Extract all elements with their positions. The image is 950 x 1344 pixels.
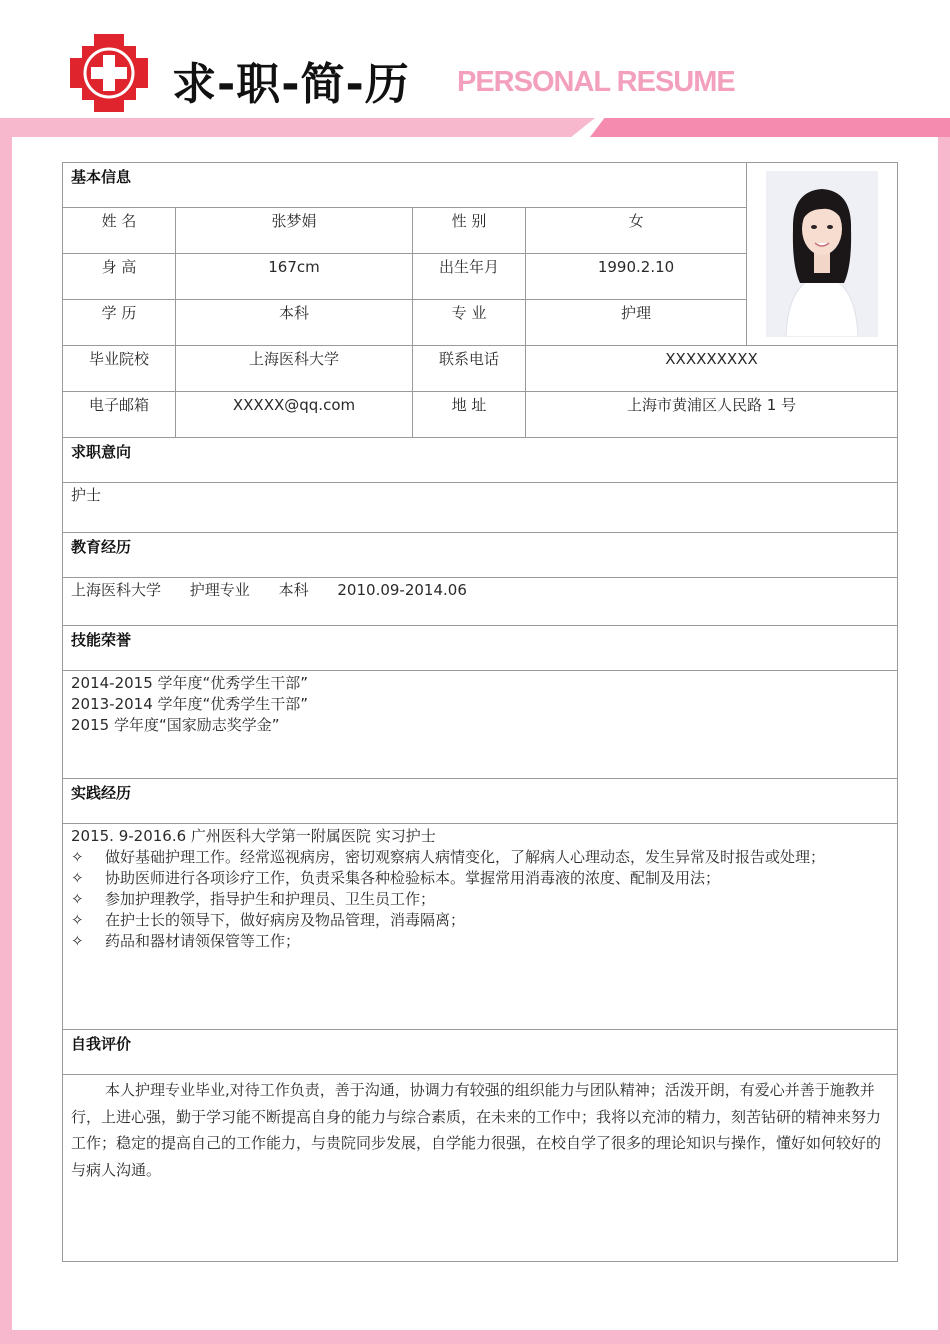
- address-value: 上海市黄浦区人民路 1 号: [526, 392, 898, 438]
- profile-photo: [766, 171, 878, 337]
- sparkle-bullet-icon: ✧: [71, 869, 84, 887]
- pink-band-right: [590, 118, 950, 137]
- education-degree: 本科: [278, 581, 309, 599]
- name-label: 姓 名: [63, 208, 176, 254]
- practice-item: [71, 847, 889, 868]
- height-value: 167cm: [176, 254, 413, 300]
- practice-item: [71, 868, 889, 889]
- pink-border-bottom: [0, 1330, 950, 1344]
- resume-table: [62, 162, 898, 1262]
- birth-label: 出生年月: [413, 254, 526, 300]
- sparkle-bullet-icon: ✧: [71, 911, 84, 929]
- red-cross-icon: [70, 34, 148, 112]
- practice-list: [63, 824, 898, 1030]
- section-title-basic: 基本信息: [63, 163, 747, 208]
- practice-item-text: 做好基础护理工作。经常巡视病房，密切观察病人病情变化，了解病人心理动态，发生异常及时报告或处理；: [105, 848, 826, 866]
- practice-item-text: 药品和器材请领保管等工作；: [105, 932, 301, 950]
- pink-border-right: [938, 137, 950, 1344]
- skill-item: 2014-2015 学年度“优秀学生干部”: [71, 674, 309, 692]
- education-major: 护理专业: [189, 581, 250, 599]
- pink-band-left: [0, 118, 595, 137]
- phone-value: XXXXXXXXX: [526, 346, 898, 392]
- photo-cell: [747, 163, 898, 346]
- skill-item: 2013-2014 学年度“优秀学生干部”: [71, 695, 309, 713]
- section-title-skills: 技能荣誉: [63, 626, 898, 671]
- skills-list: [63, 671, 898, 779]
- sparkle-bullet-icon: ✧: [71, 848, 84, 866]
- practice-item-text: 参加护理教学，指导护生和护理员、卫生员工作；: [105, 890, 436, 908]
- email-value: XXXXX@qq.com: [176, 392, 413, 438]
- section-title-education: 教育经历: [63, 533, 898, 578]
- school-value: 上海医科大学: [176, 346, 413, 392]
- resume-subtitle: PERSONAL RESUME: [457, 66, 735, 98]
- section-title-intent: 求职意向: [63, 438, 898, 483]
- gender-value: 女: [526, 208, 747, 254]
- self-eval-text: 本人护理专业毕业,对待工作负责，善于沟通，协调力有较强的组织能力与团队精神；活泼开朗，有爱心并善于施教并行，上进心强，勤于学习能不断提高自身的能力与综合素质，在未来的工作中；我将以充沛的精力，刻苦钻研的精神来努力工作；稳定的提高自己的工作能力，与贵院同步发展，自学能力很强，在校自学了很多的理论知识与操作，懂好如何较好的与病人沟通。: [71, 1081, 882, 1179]
- email-label: 电子邮箱: [63, 392, 176, 438]
- education-value: 本科: [176, 300, 413, 346]
- practice-item: [71, 931, 889, 952]
- practice-header: 2015. 9-2016.6 广州医科大学第一附属医院 实习护士: [71, 827, 436, 845]
- resume-title: 求-职-简-历: [172, 59, 410, 110]
- practice-item-text: 协助医师进行各项诊疗工作，负责采集各种检验标本。掌握常用消毒液的浓度、配制及用法；: [105, 869, 721, 887]
- pink-border-left: [0, 137, 12, 1344]
- major-label: 专 业: [413, 300, 526, 346]
- practice-item-text: 在护士长的领导下，做好病房及物品管理，消毒隔离；: [105, 911, 466, 929]
- self-eval-cell: [63, 1075, 898, 1262]
- section-title-self-eval: 自我评价: [63, 1030, 898, 1075]
- section-title-practice: 实践经历: [63, 779, 898, 824]
- sparkle-bullet-icon: ✧: [71, 890, 84, 908]
- education-label: 学 历: [63, 300, 176, 346]
- address-label: 地 址: [413, 392, 526, 438]
- education-period: 2010.09-2014.06: [337, 581, 467, 599]
- sparkle-bullet-icon: ✧: [71, 932, 84, 950]
- gender-label: 性 别: [413, 208, 526, 254]
- major-value: 护理: [526, 300, 747, 346]
- birth-value: 1990.2.10: [526, 254, 747, 300]
- resume-header: [0, 0, 950, 118]
- skill-item: 2015 学年度“国家励志奖学金”: [71, 716, 280, 734]
- phone-label: 联系电话: [413, 346, 526, 392]
- education-school: 上海医科大学: [71, 581, 162, 599]
- education-entry: [63, 578, 898, 626]
- practice-item: [71, 889, 889, 910]
- practice-item: [71, 910, 889, 931]
- name-value: 张梦娟: [176, 208, 413, 254]
- height-label: 身 高: [63, 254, 176, 300]
- intent-value: 护士: [63, 483, 898, 533]
- school-label: 毕业院校: [63, 346, 176, 392]
